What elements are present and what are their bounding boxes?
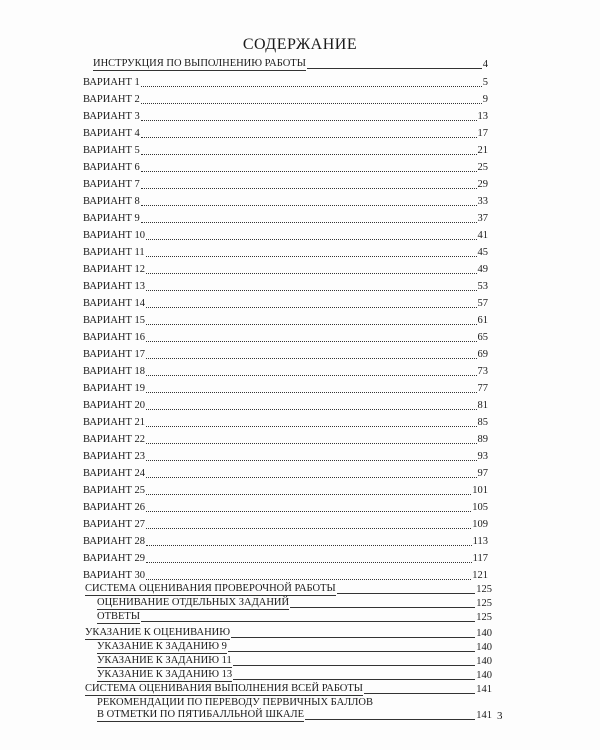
toc-page: 21	[477, 145, 488, 156]
toc-label: ИНСТРУКЦИЯ ПО ВЫПОЛНЕНИЮ РАБОТЫ	[93, 58, 306, 69]
toc-leader	[146, 238, 476, 240]
page-number: 3	[497, 710, 503, 722]
toc-entry-guidance-item	[97, 669, 492, 682]
toc-page: 49	[477, 264, 488, 275]
toc-page: 69	[477, 349, 488, 360]
toc-entry-variant	[83, 484, 488, 497]
toc-label: ВАРИАНТ 18	[83, 366, 146, 377]
toc-entry-variant	[83, 246, 488, 259]
toc-label: ВАРИАНТ 1	[83, 77, 140, 88]
toc-leader	[146, 272, 476, 274]
page-title: СОДЕРЖАНИЕ	[242, 36, 358, 53]
toc-page: 9	[482, 94, 488, 105]
toc-leader	[146, 544, 472, 546]
toc-leader	[146, 476, 476, 478]
toc-leader	[231, 636, 475, 638]
toc-leader	[141, 85, 482, 87]
toc-page: 140	[476, 642, 492, 653]
toc-label: ОТВЕТЫ	[97, 611, 140, 622]
toc-page: 141	[476, 710, 492, 721]
toc-leader	[141, 102, 482, 104]
toc-label: ВАРИАНТ 12	[83, 264, 146, 275]
toc-leader	[146, 323, 476, 325]
toc-entry-variant	[83, 552, 488, 565]
toc-page: 125	[476, 612, 492, 623]
toc-label: ВАРИАНТ 17	[83, 349, 146, 360]
toc-label: УКАЗАНИЕ К ЗАДАНИЮ 9	[97, 641, 227, 652]
toc-label: ВАРИАНТ 23	[83, 451, 146, 462]
toc-page: 125	[476, 598, 492, 609]
toc-entry-variant	[83, 178, 488, 191]
toc-leader	[146, 561, 472, 563]
toc-leader	[146, 357, 476, 359]
toc-label: СИСТЕМА ОЦЕНИВАНИЯ ВЫПОЛНЕНИЯ ВСЕЙ РАБОТЫ	[85, 683, 363, 694]
toc-page: 141	[476, 684, 492, 695]
toc-label: ВАРИАНТ 15	[83, 315, 146, 326]
toc-page: 61	[477, 315, 488, 326]
toc-entry-variant	[83, 297, 488, 310]
toc-entry-variant	[83, 348, 488, 361]
toc-leader	[141, 119, 477, 121]
toc-label: В ОТМЕТКИ ПО ПЯТИБАЛЛЬНОЙ ШКАЛЕ	[97, 709, 305, 720]
toc-page: 29	[477, 179, 488, 190]
toc-label: ВАРИАНТ 13	[83, 281, 146, 292]
toc-page: 97	[477, 468, 488, 479]
toc-label: СИСТЕМА ОЦЕНИВАНИЯ ПРОВЕРОЧНОЙ РАБОТЫ	[85, 583, 336, 594]
toc-page: 140	[476, 628, 492, 639]
toc-entry-variant	[83, 229, 488, 242]
toc-label: УКАЗАНИЕ К ЗАДАНИЮ 11	[97, 655, 232, 666]
toc-leader	[228, 650, 475, 652]
toc-leader	[146, 255, 477, 257]
toc-entry-recommendation	[97, 709, 492, 722]
toc-entry-guidance-item	[97, 641, 492, 654]
toc-entry-guidance	[85, 627, 492, 640]
toc-leader	[146, 527, 471, 529]
toc-leader	[146, 493, 471, 495]
toc-page: 140	[476, 656, 492, 667]
toc-page: 41	[477, 230, 488, 241]
toc-leader	[146, 374, 476, 376]
toc-label: ВАРИАНТ 4	[83, 128, 140, 139]
toc-label: ВАРИАНТ 20	[83, 400, 146, 411]
toc-page: 117	[472, 553, 488, 564]
toc-entry-assessment-item	[97, 611, 492, 624]
toc-page: 109	[472, 519, 488, 530]
toc-leader	[305, 718, 475, 720]
toc-label: ВАРИАНТ 3	[83, 111, 140, 122]
toc-entry-guidance-item	[97, 655, 492, 668]
toc-entry-assessment	[85, 583, 492, 596]
toc-leader	[146, 442, 476, 444]
toc-page: 125	[476, 584, 492, 595]
toc-label: ВАРИАНТ 28	[83, 536, 146, 547]
toc-label: УКАЗАНИЕ К ЗАДАНИЮ 13	[97, 669, 233, 680]
toc-page: 33	[477, 196, 488, 207]
toc-recommendation-line1: РЕКОМЕНДАЦИИ ПО ПЕРЕВОДУ ПЕРВИЧНЫХ БАЛЛОВ	[97, 697, 373, 708]
toc-label: ВАРИАНТ 5	[83, 145, 140, 156]
toc-leader	[146, 510, 471, 512]
toc-entry-variant	[83, 263, 488, 276]
toc-leader	[146, 340, 476, 342]
toc-page: 113	[472, 536, 488, 547]
toc-page: 85	[477, 417, 488, 428]
toc-page: 65	[477, 332, 488, 343]
toc-page: 17	[477, 128, 488, 139]
toc-entry-variant	[83, 331, 488, 344]
toc-leader	[146, 459, 476, 461]
toc-entry-variant	[83, 93, 488, 106]
toc-entry-variant	[83, 433, 488, 446]
toc-entry-variant	[83, 416, 488, 429]
toc-leader	[146, 425, 476, 427]
toc-leader	[141, 153, 477, 155]
toc-page: 37	[477, 213, 488, 224]
toc-label: ВАРИАНТ 2	[83, 94, 140, 105]
toc-page: 73	[477, 366, 488, 377]
toc-page: 5	[482, 77, 488, 88]
toc-label: ВАРИАНТ 24	[83, 468, 146, 479]
toc-leader	[141, 620, 475, 622]
toc-label: ВАРИАНТ 14	[83, 298, 146, 309]
toc-entry-variant	[83, 535, 488, 548]
toc-label: ВАРИАНТ 25	[83, 485, 146, 496]
toc-leader	[141, 187, 477, 189]
toc-entry-variant	[83, 127, 488, 140]
toc-leader	[233, 664, 476, 666]
toc-leader	[146, 289, 476, 291]
toc-label: ОЦЕНИВАНИЕ ОТДЕЛЬНЫХ ЗАДАНИЙ	[97, 597, 290, 608]
toc-page: 77	[477, 383, 488, 394]
toc-label: УКАЗАНИЕ К ОЦЕНИВАНИЮ	[85, 627, 231, 638]
toc-leader	[146, 408, 476, 410]
toc-label: ВАРИАНТ 8	[83, 196, 140, 207]
toc-entry-assessment-item	[97, 597, 492, 610]
toc-entry-variant	[83, 144, 488, 157]
toc-label: ВАРИАНТ 7	[83, 179, 140, 190]
toc-entry-variant	[83, 314, 488, 327]
toc-page: 4	[482, 59, 488, 70]
toc-label: ВАРИАНТ 9	[83, 213, 140, 224]
toc-leader	[146, 391, 476, 393]
toc-entry-variant	[83, 399, 488, 412]
toc-page: 121	[472, 570, 488, 581]
toc-page: 93	[477, 451, 488, 462]
toc-leader	[290, 606, 475, 608]
toc-page: 89	[477, 434, 488, 445]
toc-leader	[146, 578, 471, 580]
toc-page: 45	[477, 247, 488, 258]
toc-label: ВАРИАНТ 10	[83, 230, 146, 241]
toc-entry-variant	[83, 365, 488, 378]
toc-leader	[307, 67, 482, 69]
toc-entry-variant	[83, 161, 488, 174]
toc-leader	[337, 592, 476, 594]
toc-label: ВАРИАНТ 21	[83, 417, 146, 428]
toc-entry-variant	[83, 280, 488, 293]
toc-page: 25	[477, 162, 488, 173]
toc-entry-whole-work	[85, 683, 492, 696]
toc-label: ВАРИАНТ 26	[83, 502, 146, 513]
toc-page: 101	[472, 485, 488, 496]
toc-page: 57	[477, 298, 488, 309]
toc-page: 81	[477, 400, 488, 411]
toc-label: ВАРИАНТ 19	[83, 383, 146, 394]
toc-page: 140	[476, 670, 492, 681]
toc-label: ВАРИАНТ 11	[83, 247, 145, 258]
toc-entry-variant	[83, 110, 488, 123]
toc-entry-variant	[83, 212, 488, 225]
toc-leader	[141, 221, 477, 223]
toc-label: ВАРИАНТ 30	[83, 570, 146, 581]
toc-page: 105	[472, 502, 488, 513]
toc-entry-variant	[83, 382, 488, 395]
toc-entry-variant	[83, 450, 488, 463]
toc-label: ВАРИАНТ 22	[83, 434, 146, 445]
toc-entry-instruction	[93, 58, 488, 71]
toc-leader	[141, 136, 477, 138]
toc-leader	[233, 678, 475, 680]
toc-page: 53	[477, 281, 488, 292]
toc-leader	[146, 306, 476, 308]
toc-leader	[141, 170, 477, 172]
toc-label: ВАРИАНТ 16	[83, 332, 146, 343]
toc-entry-variant	[83, 467, 488, 480]
toc-entry-variant	[83, 569, 488, 582]
toc-leader	[141, 204, 477, 206]
toc-leader	[364, 692, 475, 694]
toc-label: ВАРИАНТ 29	[83, 553, 146, 564]
toc-label: ВАРИАНТ 6	[83, 162, 140, 173]
toc-label: ВАРИАНТ 27	[83, 519, 146, 530]
toc-entry-variant	[83, 195, 488, 208]
toc-entry-variant	[83, 501, 488, 514]
toc-page: 13	[477, 111, 488, 122]
toc-entry-variant	[83, 518, 488, 531]
toc-entry-variant	[83, 76, 488, 89]
